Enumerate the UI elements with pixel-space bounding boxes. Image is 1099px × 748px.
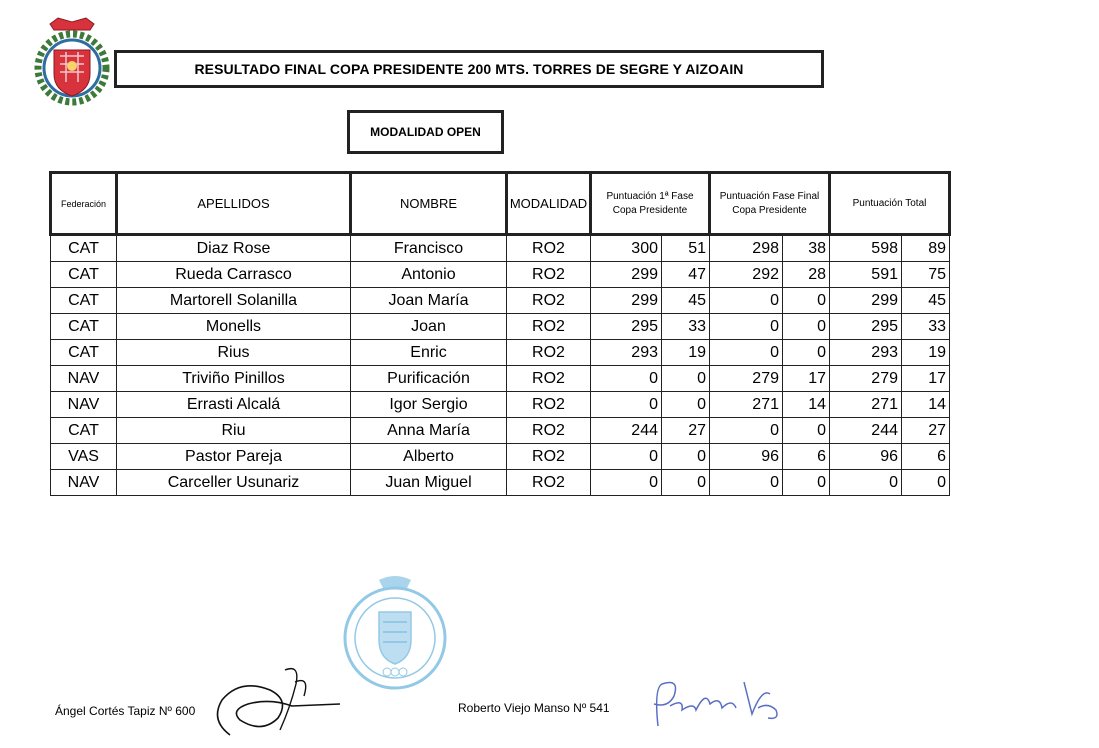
cell-final-puntos: 298 (710, 235, 783, 262)
cell-total-x: 17 (902, 366, 950, 392)
cell-final-x: 6 (783, 444, 830, 470)
modalidad-label: MODALIDAD OPEN (347, 110, 504, 154)
page-title: RESULTADO FINAL COPA PRESIDENTE 200 MTS. TORRES DE SEGRE Y AIZOAIN (114, 50, 824, 88)
header-fase1-line2: Copa Presidente (612, 204, 688, 216)
cell-apellidos: Rius (117, 340, 351, 366)
cell-fase1-x: 51 (662, 235, 710, 262)
cell-final-x: 28 (783, 262, 830, 288)
cell-final-puntos: 292 (710, 262, 783, 288)
cell-modalidad: RO2 (507, 418, 591, 444)
table-row (51, 314, 950, 340)
cell-fase1-x: 0 (662, 444, 710, 470)
cell-fase1-x: 33 (662, 314, 710, 340)
official-stamp (335, 572, 455, 692)
cell-federacion: NAV (51, 366, 117, 392)
cell-total-x: 33 (902, 314, 950, 340)
cell-final-puntos: 279 (710, 366, 783, 392)
cell-final-x: 0 (783, 288, 830, 314)
cell-apellidos: Triviño Pinillos (117, 366, 351, 392)
cell-modalidad: RO2 (507, 444, 591, 470)
cell-final-x: 0 (783, 418, 830, 444)
cell-apellidos: Riu (117, 418, 351, 444)
cell-fase1-x: 45 (662, 288, 710, 314)
cell-total-x: 6 (902, 444, 950, 470)
cell-apellidos: Errasti Alcalá (117, 392, 351, 418)
table-row (51, 444, 950, 470)
header-final-line1: Puntuación Fase Final (719, 190, 820, 202)
table-header-row (51, 173, 950, 235)
cell-nombre: Francisco (351, 235, 507, 262)
cell-apellidos: Carceller Usunariz (117, 470, 351, 496)
cell-apellidos: Diaz Rose (117, 235, 351, 262)
cell-nombre: Juan Miguel (351, 470, 507, 496)
cell-fase1-puntos: 300 (591, 235, 662, 262)
cell-modalidad: RO2 (507, 314, 591, 340)
cell-total-puntos: 279 (830, 366, 902, 392)
table-row (51, 340, 950, 366)
cell-total-x: 45 (902, 288, 950, 314)
cell-nombre: Joan (351, 314, 507, 340)
signature-left-label: Ángel Cortés Tapiz Nº 600 (55, 704, 196, 718)
cell-fase1-puntos: 0 (591, 392, 662, 418)
table-row (51, 235, 950, 262)
table-row (51, 366, 950, 392)
cell-apellidos: Rueda Carrasco (117, 262, 351, 288)
cell-final-puntos: 271 (710, 392, 783, 418)
header-modalidad: MODALIDAD (507, 173, 591, 235)
cell-fase1-puntos: 0 (591, 470, 662, 496)
cell-final-puntos: 0 (710, 314, 783, 340)
cell-total-x: 27 (902, 418, 950, 444)
cell-total-puntos: 293 (830, 340, 902, 366)
cell-final-puntos: 0 (710, 340, 783, 366)
header-total: Puntuación Total (830, 173, 950, 235)
cell-modalidad: RO2 (507, 288, 591, 314)
cell-final-x: 17 (783, 366, 830, 392)
cell-federacion: CAT (51, 262, 117, 288)
table-row (51, 418, 950, 444)
cell-fase1-puntos: 0 (591, 444, 662, 470)
table-row (51, 392, 950, 418)
cell-final-x: 38 (783, 235, 830, 262)
signature-right-label: Roberto Viejo Manso Nº 541 (458, 701, 610, 715)
cell-total-x: 14 (902, 392, 950, 418)
cell-total-puntos: 96 (830, 444, 902, 470)
header-fase1 (591, 173, 710, 235)
cell-federacion: CAT (51, 314, 117, 340)
cell-nombre: Purificación (351, 366, 507, 392)
header-nombre: NOMBRE (351, 173, 507, 235)
cell-federacion: NAV (51, 392, 117, 418)
cell-fase1-x: 47 (662, 262, 710, 288)
header-federacion: Federación (51, 173, 117, 235)
cell-federacion: CAT (51, 288, 117, 314)
cell-total-puntos: 299 (830, 288, 902, 314)
cell-total-x: 75 (902, 262, 950, 288)
header-final-line2: Copa Presidente (732, 204, 807, 216)
cell-federacion: CAT (51, 235, 117, 262)
cell-total-puntos: 591 (830, 262, 902, 288)
cell-fase1-x: 0 (662, 392, 710, 418)
cell-federacion: NAV (51, 470, 117, 496)
cell-apellidos: Monells (117, 314, 351, 340)
cell-apellidos: Martorell Solanilla (117, 288, 351, 314)
cell-fase1-x: 19 (662, 340, 710, 366)
cell-total-puntos: 244 (830, 418, 902, 444)
header-fase-final (710, 173, 830, 235)
cell-total-puntos: 271 (830, 392, 902, 418)
cell-total-puntos: 295 (830, 314, 902, 340)
cell-fase1-puntos: 299 (591, 262, 662, 288)
cell-nombre: Enric (351, 340, 507, 366)
cell-final-puntos: 0 (710, 470, 783, 496)
signature-left-drawing (200, 660, 350, 746)
cell-nombre: Joan María (351, 288, 507, 314)
cell-nombre: Anna María (351, 418, 507, 444)
cell-total-puntos: 598 (830, 235, 902, 262)
results-table (49, 171, 951, 496)
cell-fase1-puntos: 0 (591, 366, 662, 392)
cell-total-x: 19 (902, 340, 950, 366)
cell-nombre: Antonio (351, 262, 507, 288)
cell-total-puntos: 0 (830, 470, 902, 496)
signature-right-drawing (640, 668, 790, 738)
cell-fase1-puntos: 299 (591, 288, 662, 314)
cell-fase1-puntos: 244 (591, 418, 662, 444)
cell-federacion: CAT (51, 418, 117, 444)
cell-nombre: Igor Sergio (351, 392, 507, 418)
cell-fase1-puntos: 293 (591, 340, 662, 366)
cell-final-x: 0 (783, 340, 830, 366)
cell-apellidos: Pastor Pareja (117, 444, 351, 470)
cell-federacion: VAS (51, 444, 117, 470)
cell-final-puntos: 0 (710, 288, 783, 314)
header-fase1-line1: Puntuación 1ª Fase (606, 190, 694, 202)
cell-modalidad: RO2 (507, 235, 591, 262)
table-row (51, 470, 950, 496)
table-row (51, 288, 950, 314)
cell-fase1-x: 0 (662, 366, 710, 392)
cell-final-x: 0 (783, 314, 830, 340)
cell-modalidad: RO2 (507, 340, 591, 366)
cell-modalidad: RO2 (507, 392, 591, 418)
cell-final-puntos: 0 (710, 418, 783, 444)
header-apellidos: APELLIDOS (117, 173, 351, 235)
cell-modalidad: RO2 (507, 366, 591, 392)
cell-fase1-puntos: 295 (591, 314, 662, 340)
cell-federacion: CAT (51, 340, 117, 366)
cell-modalidad: RO2 (507, 470, 591, 496)
cell-fase1-x: 0 (662, 470, 710, 496)
cell-modalidad: RO2 (507, 262, 591, 288)
cell-fase1-x: 27 (662, 418, 710, 444)
cell-final-x: 0 (783, 470, 830, 496)
cell-nombre: Alberto (351, 444, 507, 470)
federation-crest-logo (30, 16, 114, 108)
cell-final-puntos: 96 (710, 444, 783, 470)
cell-total-x: 89 (902, 235, 950, 262)
table-row (51, 262, 950, 288)
cell-final-x: 14 (783, 392, 830, 418)
cell-total-x: 0 (902, 470, 950, 496)
